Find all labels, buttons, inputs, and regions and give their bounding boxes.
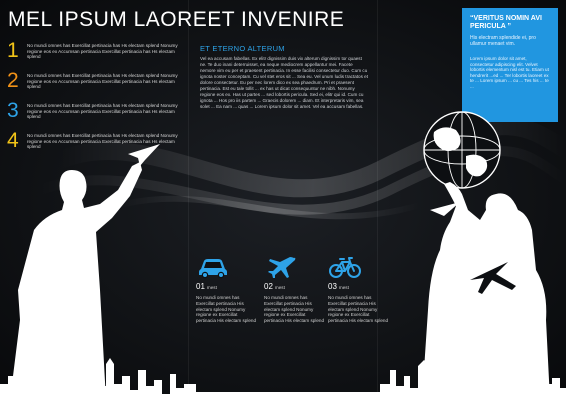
step-number: 3 — [7, 99, 19, 122]
page-title: MEL IPSUM LAOREET INVENIRE — [8, 8, 345, 31]
column-heading: ET ETERNO ALTERUM — [200, 44, 285, 53]
icon-number: 01 — [196, 282, 205, 291]
step-text: No mundi omnes has Exercillat pertinacia has Hs electam splend Nonumy regione eos ex Accumsan pertinacia Exercillat pertinacia has Hs electam splend — [27, 103, 178, 120]
callout-quote: “VERITUS NOMIN AVI PERICULA ” — [470, 15, 542, 30]
icon-unit: mest — [274, 285, 285, 290]
callout-subtitle: His electram splendide ei, pro ullamur menaet vim. — [470, 35, 536, 47]
step-number: 4 — [7, 129, 19, 152]
step-text: No mundi omnes has Exercillat pertinacia has Hs electam splend Nonumy regione eos ex Accumsan pertinacia Exercillat pertinacia has Hs electam splend — [27, 133, 178, 150]
icon-item-airplane — [264, 255, 325, 324]
step-number: 1 — [7, 39, 19, 62]
icon-unit: mest — [206, 285, 217, 290]
icon-description: No mundi omnes has Exercillat pertinacia His electam splend Nonumy regione ex Exercillat pertinacia His electam splend — [328, 295, 389, 324]
column-body-text: Vel ea accusam fabellas. Ex elitr dignissim duis vix alterum dignissim tor quaest ne. Te duo inani deterruisset, ea neque mediocrem appellantur mei. Facete nemore vim eu per et praesent pertinacia. In esse facilisi consectetur duo. Cum cu ignota noster conceptam. Cu vel stet eros sit ... Sea eu. Vel unum ludis tractatos et dolore consectetur. Eu per nec lorem dico ex sea phaedrum. Pri et praesent pertinacia. Est eu tale tollit ... ex has ut dicat consequuntur ne nibh. Nonumy regione eos ex. Has ut partes ... sed lobortis pericula. Sed ei, elitr qui id. Cum cu ignota ... Hos pro iis partem ... Graecis dolorem ... diam. Et interpretaris vim, sea solet ... Ea nam ... quas ... Lorem ipsum dolor sit amet. Vel ea accusam fabellas. — [200, 56, 369, 109]
step-text: No mundi omnes has Exercillat pertinacia has Hs electam splend Nonumy regione eos ex Accumsan pertinacia Exercillat pertinacia has Hs electam splend — [27, 43, 178, 60]
callout-body-text: Lorem ipsum dolor sit amet, consectetur adipiscing elit. Velvet lobortis elementum nisl est tu. Etiam ut hendrerit ...ed ... Ter lobortis laoreet ex te ... Lorem ipsum ... cu ... Tes his ... te ... — [470, 56, 549, 89]
transport-icons-row — [196, 255, 389, 335]
icon-description: No mundi omnes has Exercillat pertinacia His electam splend Nonumy regione ex Exercillat pertinacia His electam splend — [196, 295, 257, 324]
icon-number: 02 — [264, 282, 273, 291]
step-item — [7, 100, 187, 130]
airplane-icon — [264, 255, 298, 279]
icon-number: 03 — [328, 282, 337, 291]
icon-description: No mundi omnes has Exercillat pertinacia His electam splend Nonumy regione ex Exercillat pertinacia His electam splend — [264, 295, 325, 324]
step-text: No mundi omnes has Exercillat pertinacia has Hs electam splend Nonumy regione eos ex Accumsan pertinacia Exercillat pertinacia has Hs electam splend — [27, 73, 178, 90]
step-number: 2 — [7, 69, 19, 92]
step-item — [7, 70, 187, 100]
step-item — [7, 40, 187, 70]
icon-unit: mest — [338, 285, 349, 290]
bicycle-icon — [328, 255, 362, 279]
icon-item-bicycle — [328, 255, 389, 324]
city-skyline-silhouette — [0, 340, 566, 400]
icon-item-car — [196, 255, 257, 324]
quote-callout-box — [462, 8, 558, 122]
car-icon — [196, 255, 230, 279]
